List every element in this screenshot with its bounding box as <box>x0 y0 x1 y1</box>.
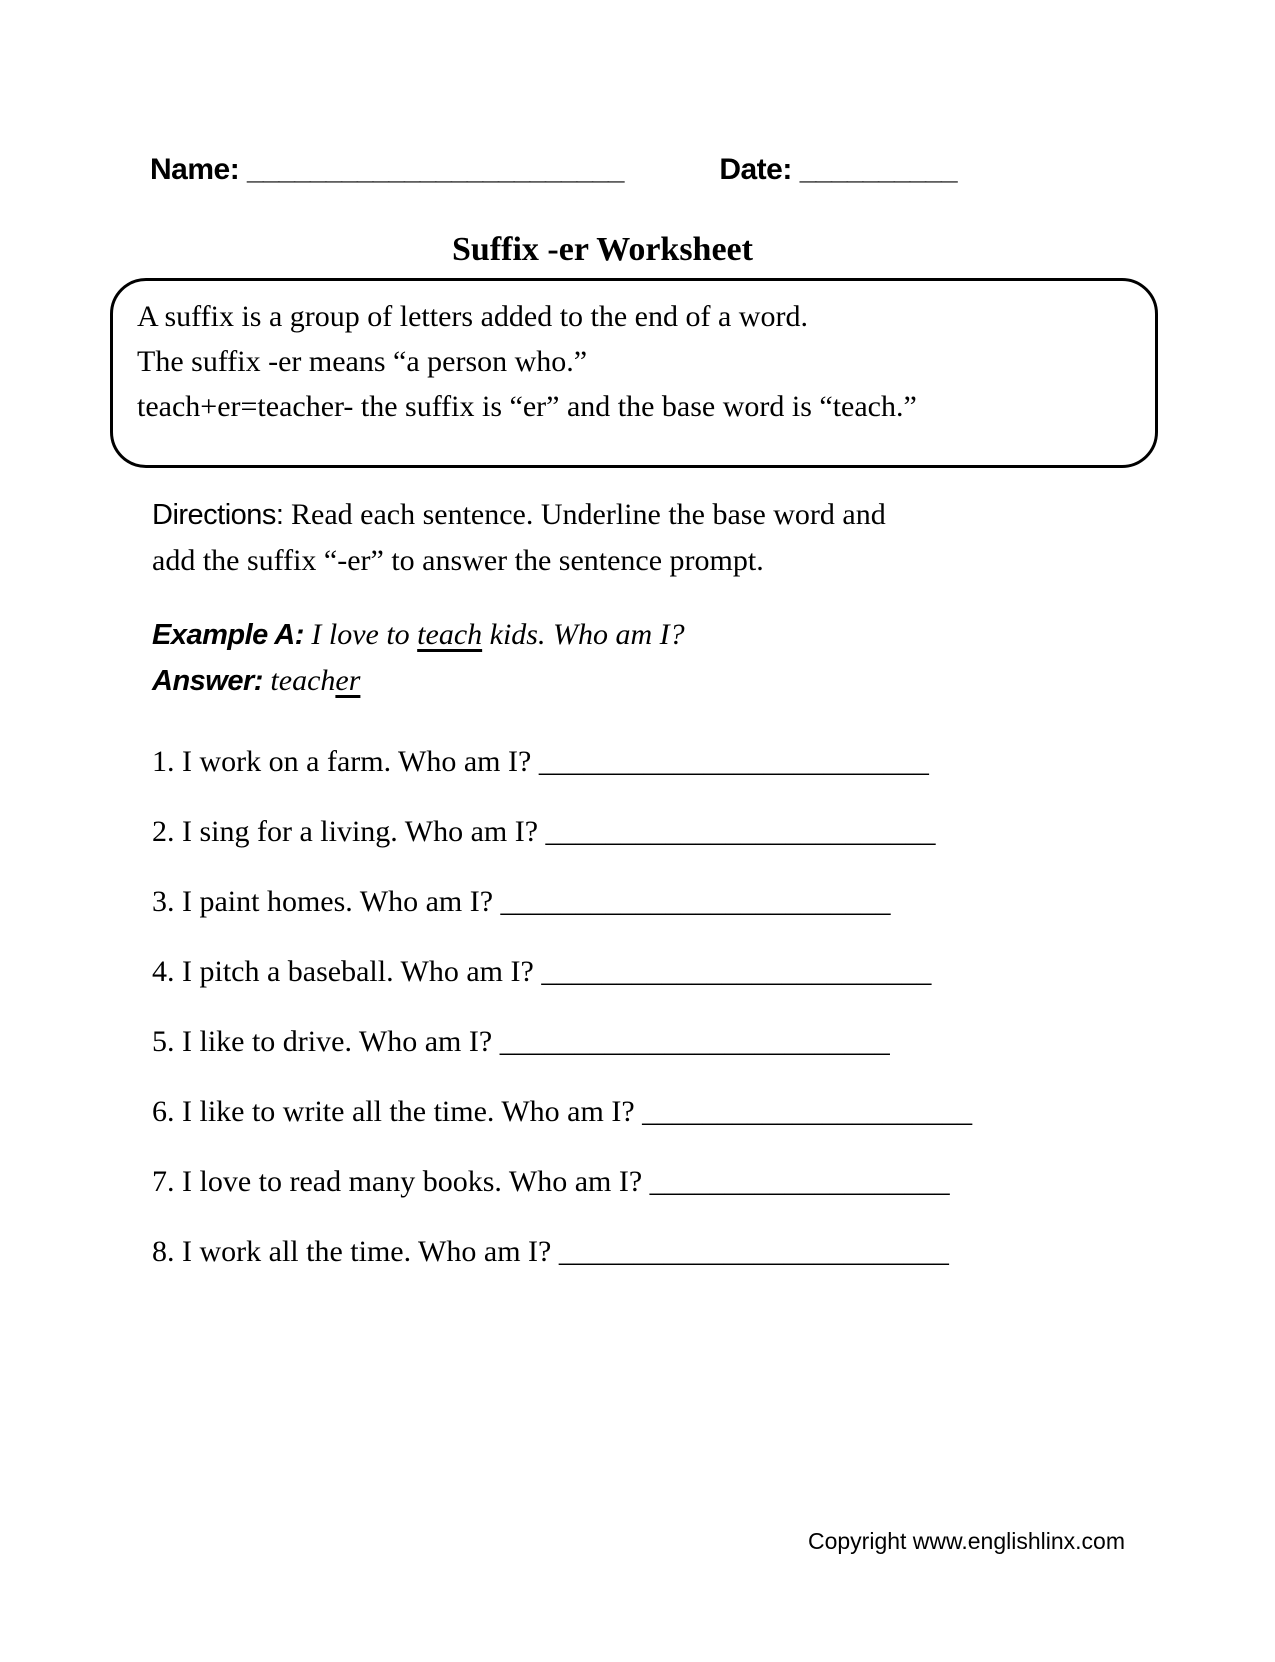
example-sentence <box>152 612 685 658</box>
question-number: 6. <box>152 1095 175 1128</box>
question-number: 7. <box>152 1165 175 1198</box>
question-list <box>152 742 972 1302</box>
definition-line-3: teach+er=teacher- the suffix is “er” and the base word is “teach.” <box>137 390 917 423</box>
question-row-2 <box>152 812 972 852</box>
example-underlined-word: teach <box>417 618 483 651</box>
question-text: I like to write all the time. Who am I? <box>182 1095 635 1128</box>
definition-line-2: The suffix -er means “a person who.” <box>137 345 588 378</box>
copyright-notice: Copyright www.englishlinx.com <box>807 1528 1125 1554</box>
question-text: I like to drive. Who am I? <box>182 1025 493 1058</box>
answer-blank-line: __________________________ <box>541 955 932 988</box>
question-text: I work on a farm. Who am I? <box>182 745 532 778</box>
example-text-pre: I love to <box>311 618 418 651</box>
name-blank-line: ________________________ <box>247 153 624 186</box>
answer-blank-line: __________________________ <box>499 1025 890 1058</box>
question-text: I love to read many books. Who am I? <box>182 1165 643 1198</box>
example-block <box>152 612 685 704</box>
question-number: 2. <box>152 815 175 848</box>
answer-label: Answer: <box>152 665 263 697</box>
question-number: 5. <box>152 1025 175 1058</box>
question-text: I pitch a baseball. Who am I? <box>182 955 534 988</box>
name-date-row <box>150 150 957 190</box>
definition-box <box>110 278 1158 468</box>
answer-blank-line: __________________________ <box>500 885 891 918</box>
answer-base-word: teach <box>270 664 336 697</box>
question-text: I sing for a living. Who am I? <box>182 815 539 848</box>
example-answer <box>152 658 685 704</box>
question-text: I work all the time. Who am I? <box>182 1235 552 1268</box>
question-row-1 <box>152 742 972 782</box>
question-number: 8. <box>152 1235 175 1268</box>
question-row-5 <box>152 1022 972 1062</box>
directions-line-1 <box>152 492 886 538</box>
example-label: Example A: <box>152 619 304 651</box>
question-row-8 <box>152 1232 972 1272</box>
directions <box>152 492 886 583</box>
answer-underlined-suffix: er <box>335 664 361 697</box>
definition-line-1: A suffix is a group of letters added to the end of a word. <box>137 300 808 333</box>
answer-blank-line: __________________________ <box>558 1235 949 1268</box>
example-text-post: kids. Who am I? <box>482 618 685 651</box>
answer-blank-line: ______________________ <box>642 1095 973 1128</box>
directions-line-2: add the suffix “-er” to answer the sentence prompt. <box>152 544 764 577</box>
worksheet-title: Suffix -er Worksheet <box>452 231 753 268</box>
question-text: I paint homes. Who am I? <box>182 885 494 918</box>
answer-blank-line: __________________________ <box>545 815 936 848</box>
question-row-3 <box>152 882 972 922</box>
question-row-4 <box>152 952 972 992</box>
name-label: Name: <box>150 153 240 186</box>
date-label: Date: <box>719 153 792 186</box>
directions-label: Directions: <box>152 499 284 531</box>
question-number: 3. <box>152 885 175 918</box>
answer-blank-line: ____________________ <box>649 1165 950 1198</box>
answer-blank-line: __________________________ <box>538 745 929 778</box>
directions-text-1: Read each sentence. Underline the base word and <box>291 498 886 531</box>
question-row-6 <box>152 1092 972 1132</box>
question-number: 4. <box>152 955 175 988</box>
question-row-7 <box>152 1162 972 1202</box>
question-number: 1. <box>152 745 175 778</box>
date-blank-line: __________ <box>799 153 957 186</box>
